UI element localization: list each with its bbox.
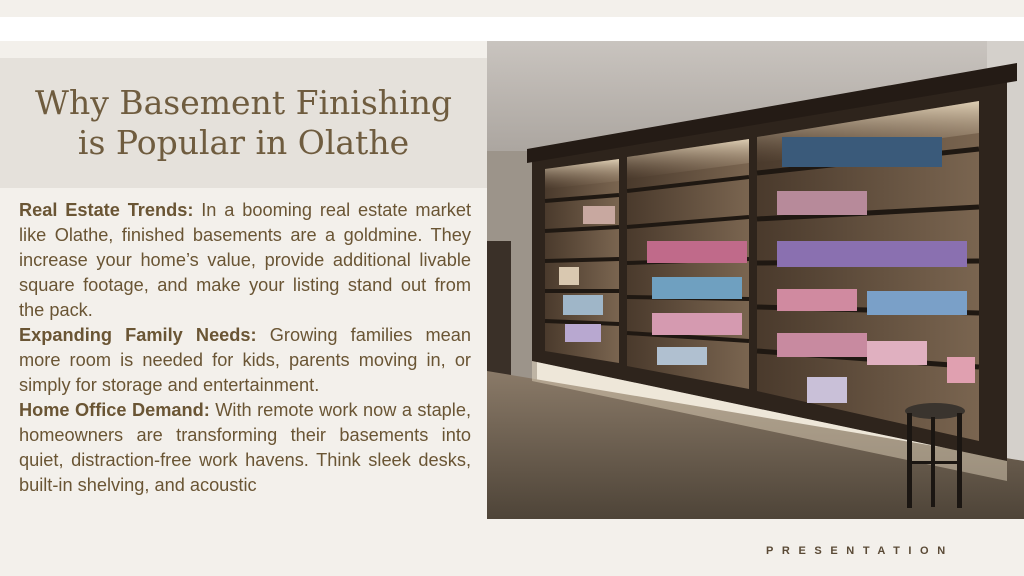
basement-bookshelf-photo bbox=[487, 41, 1024, 519]
footer-label: PRESENTATION bbox=[766, 545, 954, 557]
paragraph-heading: Expanding Family Needs: bbox=[19, 325, 257, 345]
paragraph-family-needs bbox=[19, 323, 471, 398]
paragraph-text: Growing families mean more room is needed for kids, parents moving in, or simply for storage and entertainment. bbox=[19, 325, 471, 395]
paragraph-heading: Real Estate Trends: bbox=[19, 200, 194, 220]
top-strip bbox=[0, 0, 1024, 17]
paragraph-text: With remote work now a staple, homeowners are transforming their basements into quiet, distraction-free work havens. Think sleek desks, built-in shelving, and acoustic bbox=[19, 400, 472, 495]
paragraph-heading: Home Office Demand: bbox=[19, 400, 210, 420]
body-text bbox=[19, 198, 471, 498]
header-band bbox=[0, 17, 1024, 41]
title-box bbox=[0, 58, 487, 188]
paragraph-home-office bbox=[19, 398, 471, 498]
paragraph-text: In a booming real estate market like Olathe, finished basements are a goldmine. They increase your home’s value, provide additional livable square footage, and make your listing stand out from the pack. bbox=[19, 200, 471, 320]
slide-title: Why Basement Finishing is Popular in Olathe bbox=[35, 83, 452, 162]
paragraph-real-estate bbox=[19, 198, 471, 323]
